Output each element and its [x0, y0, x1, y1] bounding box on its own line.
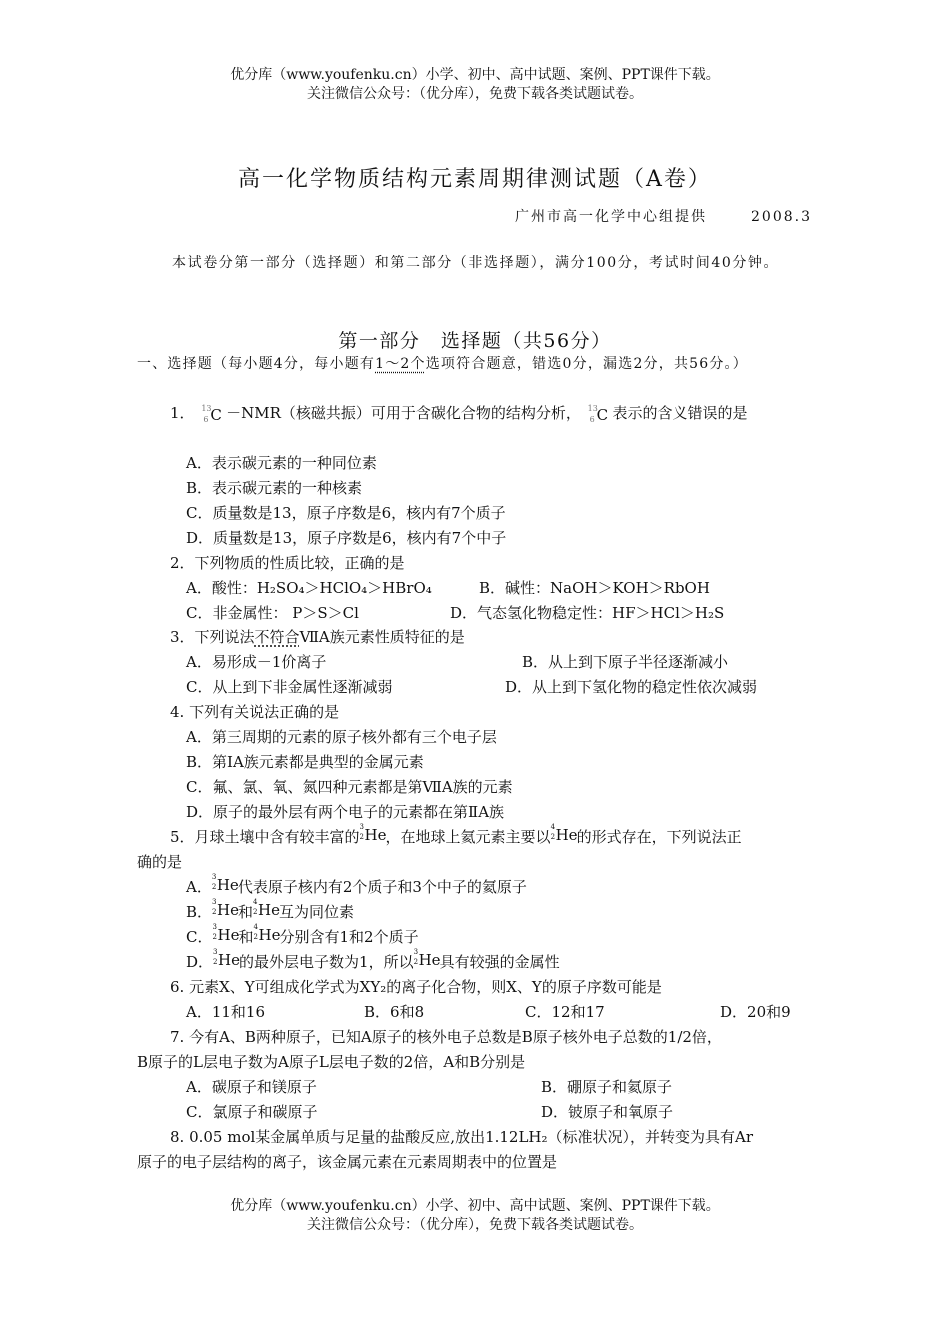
q6-option-d: D．20和9 — [720, 1003, 791, 1021]
q7-stem: 7. 今有A、B两种原子，已知A原子的核外电子总数是B原子核外电子总数的1/2倍， — [170, 1028, 722, 1046]
q1-stem-a: －NMR（核磁共振）可用于含碳化合物的结构分析， — [226, 404, 581, 422]
q7-stem-cont: B原子的L层电子数为A原子L层电子数的2倍，A和B分别是 — [137, 1053, 526, 1071]
q3-option-a: A．易形成－1价离子 — [186, 653, 327, 671]
page-footer — [0, 1197, 950, 1235]
q5-option-b: B． 3 2 He 和 4 2 He 互为同位素 — [186, 898, 355, 921]
q7-option-b: B．硼原子和氦原子 — [541, 1078, 673, 1096]
q6-option-c: C．12和17 — [525, 1003, 605, 1021]
section1-prefix: 一、选择题（每小题4分，每小题有 — [137, 356, 376, 372]
q8-stem: 8. 0.05 mol某金属单质与足量的盐酸反应,放出1.12LH₂（标准状况），并转变为具有Ar — [170, 1128, 754, 1146]
provider-org: 广州市高一化学中心组提供 — [515, 209, 707, 225]
helium-3-isotope: 3 2 He — [212, 923, 240, 944]
helium-3-isotope: 3 2 He — [359, 823, 387, 844]
q1-stem — [170, 402, 747, 426]
q2-stem: 2．下列物质的性质比较，正确的是 — [170, 554, 405, 572]
helium-4-isotope: 4 2 He — [550, 823, 578, 844]
part1-title: 第一部分 选择题（共56分） — [338, 330, 612, 352]
q8-stem-cont: 原子的电子层结构的离子，该金属元素在元素周期表中的位置是 — [137, 1153, 558, 1171]
q1-option-d: D．质量数是13，原子序数是6，核内有7个中子 — [186, 529, 507, 547]
q5-option-d: D． 3 2 He 的最外层电子数为1，所以 3 2 He 具有较强的金属性 — [186, 948, 560, 971]
helium-4-isotope: 4 2 He — [253, 898, 281, 919]
q1-option-b: B．表示碳元素的一种核素 — [186, 479, 363, 497]
q5-stem: 5．月球土壤中含有较丰富的 3 2 He ，在地球上氦元素主要以 4 2 He 的形式存在，下列说法正 — [170, 823, 742, 846]
header-line-1: 优分库（www.youfenku.cn）小学、初中、高中试题、案例、PPT课件下载。 — [230, 67, 720, 83]
q7-option-a: A．碳原子和镁原子 — [186, 1078, 317, 1096]
q7-option-c: C．氯原子和碳原子 — [186, 1103, 318, 1121]
q2-option-b: B．碱性：NaOH＞KOH＞RbOH — [479, 579, 710, 597]
q5-option-a: A． 3 2 He 代表原子核内有2个质子和3个中子的氦原子 — [186, 873, 527, 896]
exam-intro: 本试卷分第一部分（选择题）和第二部分（非选择题），满分100分，考试时间40分钟。 — [172, 255, 780, 271]
helium-3-isotope: 3 2 He — [211, 873, 239, 894]
q2-option-c: C．非金属性： P＞S＞Cl — [186, 604, 359, 622]
helium-3-isotope: 3 2 He — [212, 898, 239, 919]
q3-emphasis: 不符合 — [254, 628, 300, 646]
q3-stem: 3．下列说法不符合ⅦA族元素性质特征的是 — [170, 628, 465, 646]
q4-option-c: C．氟、氯、氧、氮四种元素都是第ⅦA族的元素 — [186, 778, 513, 796]
q1-number: 1． — [170, 404, 195, 422]
q1-option-a: A．表示碳元素的一种同位素 — [186, 454, 377, 472]
q6-option-b: B．6和8 — [364, 1003, 425, 1021]
q5-option-c: C． 3 2 He 和 4 2 He 分别含有1和2个质子 — [186, 923, 419, 946]
header-line-2: 关注微信公众号：（优分库），免费下载各类试题试卷。 — [307, 86, 643, 102]
section1-emphasis: 1～2个 — [375, 356, 426, 372]
q7-option-d: D．铍原子和氧原子 — [541, 1103, 674, 1121]
q4-option-a: A．第三周期的元素的原子核外都有三个电子层 — [186, 728, 497, 746]
q4-stem: 4. 下列有关说法正确的是 — [170, 703, 340, 721]
q3-option-c: C．从上到下非金属性逐渐减弱 — [186, 678, 393, 696]
q5-stem-cont: 确的是 — [137, 853, 183, 871]
helium-3-isotope: 3 2 He — [213, 948, 240, 969]
carbon-13-isotope: 13 6 C — [201, 404, 222, 424]
footer-line-1: 优分库（www.youfenku.cn）小学、初中、高中试题、案例、PPT课件下载。 — [230, 1198, 720, 1214]
q3-option-d: D．从上到下氢化物的稳定性依次减弱 — [505, 678, 758, 696]
page-header — [0, 66, 950, 104]
q2-option-a: A．酸性：H₂SO₄＞HClO₄＞HBrO₄ — [186, 579, 432, 597]
section1-suffix: 选项符合题意，错选0分，漏选2分，共56分。） — [425, 356, 748, 372]
helium-4-isotope: 4 2 He — [253, 923, 281, 944]
q1-option-c: C．质量数是13，原子序数是6，核内有7个质子 — [186, 504, 506, 522]
q4-option-d: D．原子的最外层有两个电子的元素都在第ⅡA族 — [186, 803, 505, 821]
q3-option-b: B．从上到下原子半径逐渐减小 — [522, 653, 729, 671]
q1-stem-b: 表示的含义错误的是 — [612, 404, 748, 422]
footer-line-2: 关注微信公众号：（优分库），免费下载各类试题试卷。 — [307, 1217, 643, 1233]
q2-option-d: D．气态氢化物稳定性：HF＞HCl＞H₂S — [450, 604, 725, 622]
exam-title: 高一化学物质结构元素周期律测试题（A卷） — [238, 167, 712, 192]
carbon-13-isotope: 13 6 C — [587, 404, 609, 424]
section1-instructions — [137, 351, 817, 377]
provider-date: 2008.3 — [751, 209, 812, 225]
q6-option-a: A．11和16 — [186, 1003, 266, 1021]
helium-3-isotope: 3 2 He — [413, 948, 441, 969]
q4-option-b: B．第ⅠA族元素都是典型的金属元素 — [186, 753, 424, 771]
q6-stem: 6. 元素X、Y可组成化学式为XY₂的离子化合物，则X、Y的原子序数可能是 — [170, 978, 662, 996]
provider-line — [515, 206, 812, 226]
